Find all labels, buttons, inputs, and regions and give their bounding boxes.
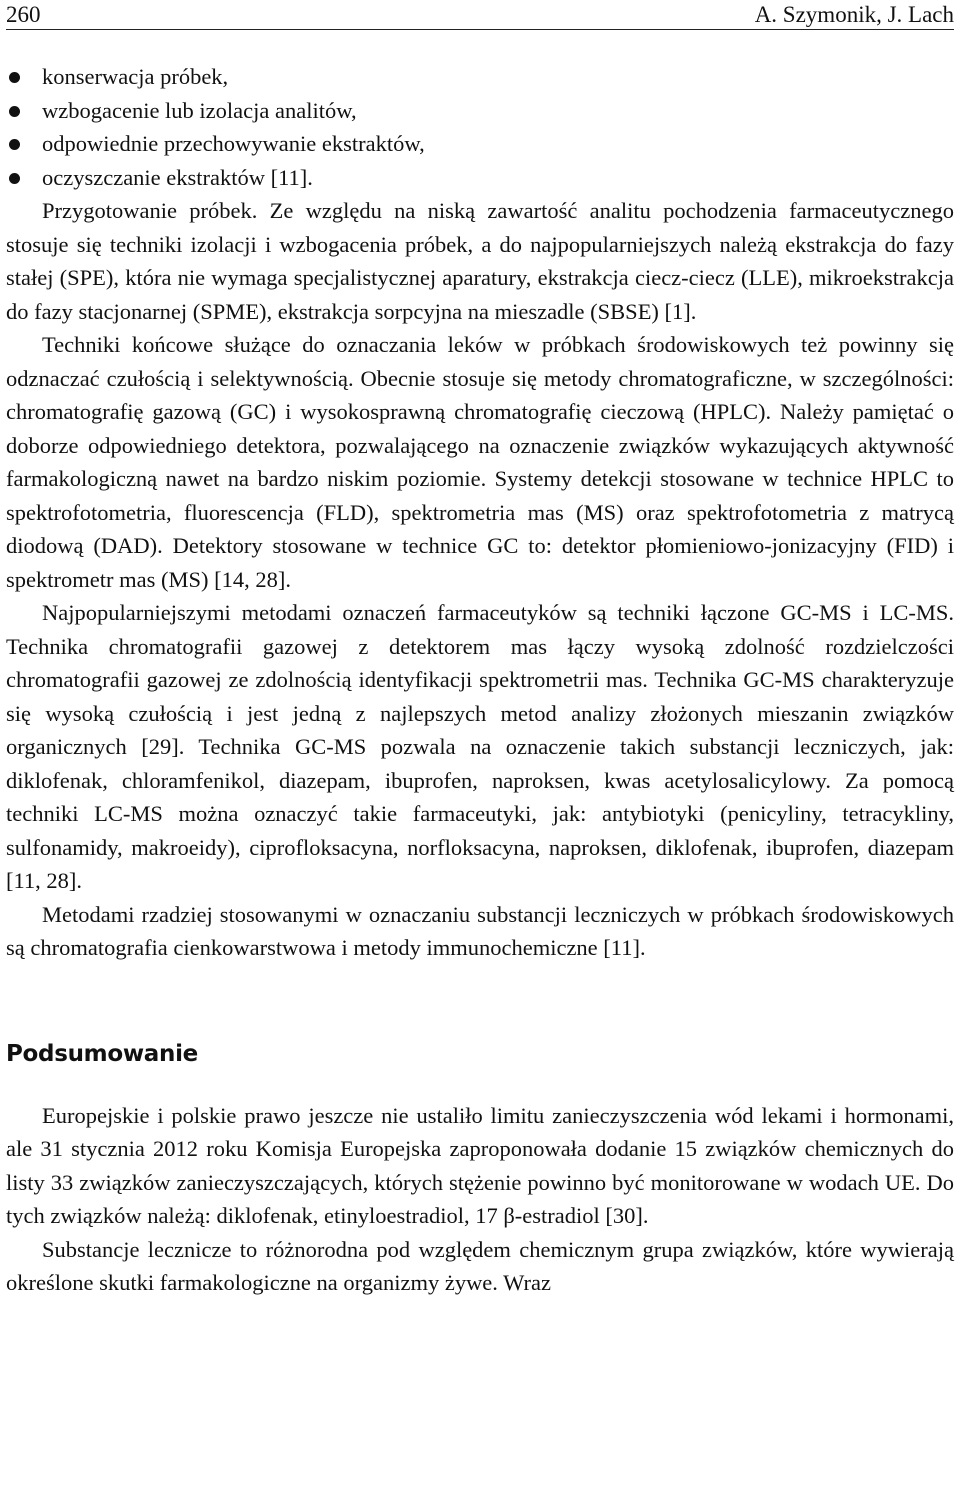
page-number: 260 <box>6 2 41 27</box>
running-header <box>6 0 954 30</box>
document-page <box>6 0 954 1300</box>
paragraph-sample-preparation: Przygotowanie próbek. Ze względu na niską zawartość analitu pochodzenia farmaceutycznego stosuje się techniki izolacji i wzbogacenia próbek, a do najpopularniejszych należą ekstrakcja do fazy stałej (SPE), która nie wymaga specjalistycznej aparatury, ekstrakcja ciecz-ciecz (LLE), mikroekstrakcja do fazy stacjonarnej (SPME), ekstrakcja sorpcyjna na mieszadle (SBSE) [1]. <box>6 198 954 324</box>
paragraph-summary-law: Europejskie i polskie prawo jeszcze nie ustaliło limitu zanieczyszczenia wód lekami i hormonami, ale 31 stycznia 2012 roku Komisja Europejska zaproponowała dodanie 15 związków chemicznych do listy 33 związków zanieczyszczających, których stężenie powinno być monitorowane w wodach UE. Do tych związków należą: diklofenak, etinyloestradiol, 17 β-estradiol [30]. <box>6 1102 954 1228</box>
bullet-item: odpowiednie przechowywanie ekstraktów, <box>6 127 954 161</box>
bullet-icon <box>9 173 20 184</box>
section-heading: Podsumowanie <box>6 1040 198 1067</box>
paragraph-hyphenated-techniques: Najpopularniejszymi metodami oznaczeń farmaceutyków są techniki łączone GC-MS i LC-MS. Technika chromatografii gazowej z detektorem mas łączy wysoką zdolność rozdzielczości chromatografii gazowej ze zdolnością identyfikacji spektrometrii mas. Technika GC-MS charakteryzuje się wysoką czułością i jest jedną z najlepszych metod analizy złożonych mieszanin związków organicznych [29]. Technika GC-MS pozwala na oznaczenie takich substancji leczniczych, jak: diklofenak, chloramfenikol, diazepam, ibuprofen, naproksen, kwas acetylosalicylowy. Za pomocą techniki LC-MS można oznaczyć takie farmaceutyki, jak: antybiotyki (penicyliny, tetracykliny, sulfonamidy, makroeidy), ciprofloksacyna, norfloksacyna, naproksen, diklofenak, ibuprofen, diazepam [11, 28]. <box>6 600 954 893</box>
bullet-item: konserwacja próbek, <box>6 60 954 94</box>
bullet-icon <box>9 106 20 117</box>
bullet-list <box>6 60 954 194</box>
bullet-icon <box>9 139 20 150</box>
bullet-item: oczyszczanie ekstraktów [11]. <box>6 161 954 195</box>
paragraph-summary-substances: Substancje lecznicze to różnorodna pod względem chemicznym grupa związków, które wywierają określone skutki farmakologiczne na organizmy żywe. Wraz <box>6 1236 954 1295</box>
bullet-item: wzbogacenie lub izolacja analitów, <box>6 94 954 128</box>
paragraph-other-methods: Metodami rzadziej stosowanymi w oznaczaniu substancji leczniczych w próbkach środowiskowych są chromatografia cienkowarstwowa i metody immunochemiczne [11]. <box>6 901 954 960</box>
running-authors: A. Szymonik, J. Lach <box>754 2 954 27</box>
paragraph-final-techniques: Techniki końcowe służące do oznaczania leków w próbkach środowiskowych też powinny się odznaczać czułością i selektywnością. Obecnie stosuje się metody chromatograficzne, w szczególności: chromatografię gazową (GC) i wysokosprawną chromatografię cieczową (HPLC). Należy pamiętać o doborze odpowiedniego detektora, pozwalającego na oznaczenie związków wykazujących aktywność farmakologiczną nawet na bardzo niskim poziomie. Systemy detekcji stosowane w technice HPLC to spektrofotometria, fluorescencja (FLD), spektrometria mas (MS) oraz spektrofotometria z matrycą diodową (DAD). Detektory stosowane w technice GC to: detektor płomieniowo-jonizacyjny (FID) i spektrometr mas (MS) [14, 28]. <box>6 332 954 592</box>
bullet-icon <box>9 72 20 83</box>
